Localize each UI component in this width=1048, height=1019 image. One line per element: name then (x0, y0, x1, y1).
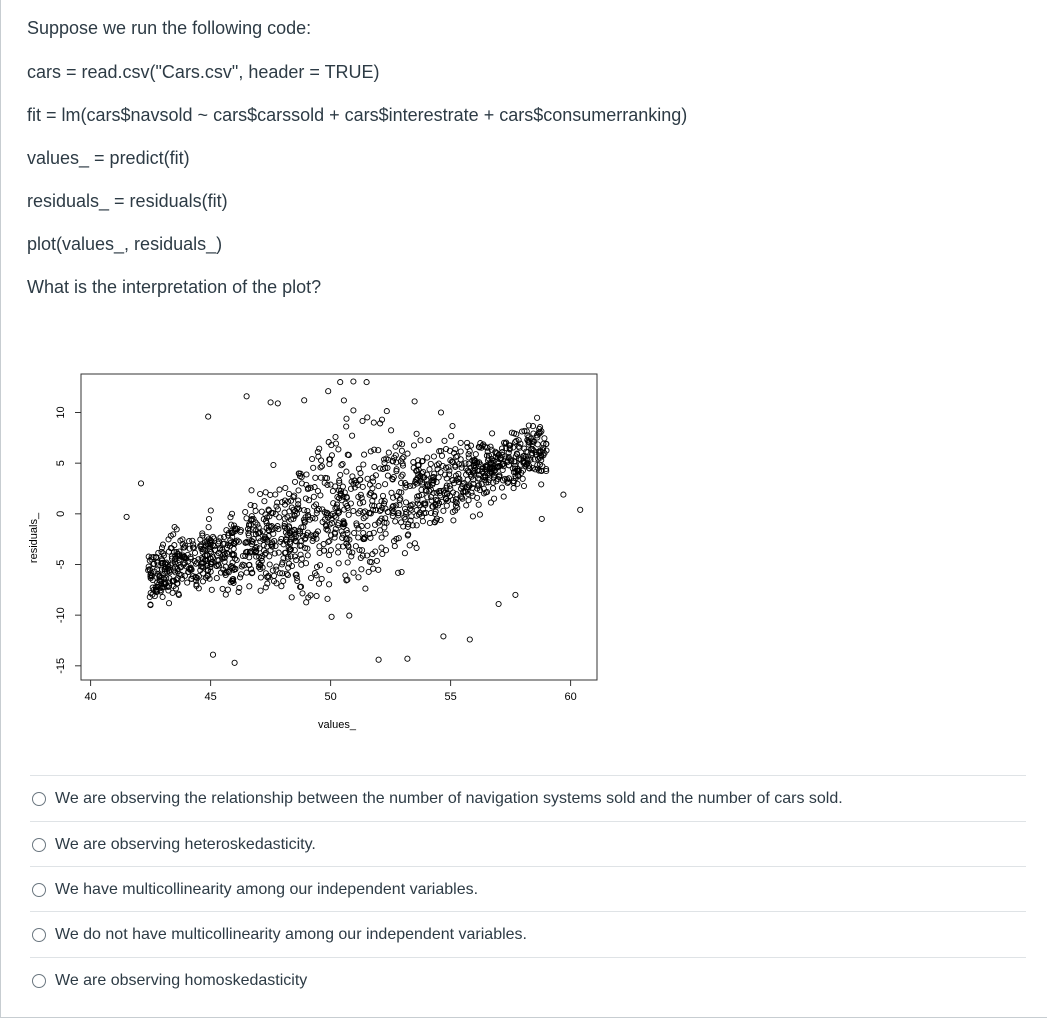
data-point (352, 530, 357, 535)
data-point (362, 452, 367, 457)
data-point (361, 462, 366, 467)
data-point (477, 512, 482, 517)
answer-option-2[interactable] (30, 821, 1026, 867)
data-point (268, 400, 273, 405)
data-point (539, 516, 544, 521)
data-point (328, 548, 333, 553)
radio-button[interactable] (32, 883, 46, 897)
data-point (124, 514, 129, 519)
radio-button[interactable] (32, 928, 46, 942)
data-point (160, 594, 165, 599)
data-point (360, 484, 365, 489)
data-point (308, 575, 313, 580)
data-point (360, 418, 365, 423)
data-point (303, 496, 308, 501)
data-point (347, 613, 352, 618)
code-line-predict: values_ = predict(fit) (27, 148, 190, 168)
code-line-fit: fit = lm(cars$navsold ~ cars$carssold + cars$interestrate + cars$consumerranking) (27, 105, 688, 125)
data-point (539, 482, 544, 487)
data-point (283, 485, 288, 490)
data-point (306, 498, 311, 503)
data-point (296, 488, 301, 493)
data-point (426, 438, 431, 443)
data-point (428, 461, 433, 466)
data-point (313, 475, 318, 480)
data-point (365, 476, 370, 481)
data-point (300, 591, 305, 596)
y-axis-label: residuals_ (28, 512, 40, 564)
data-point (247, 584, 252, 589)
question-intro: Suppose we run the following code: (27, 18, 312, 38)
code-line-residuals: residuals_ = residuals(fit) (27, 191, 228, 211)
data-point (383, 482, 388, 487)
data-point (420, 519, 425, 524)
data-point (277, 515, 282, 520)
data-point (336, 447, 341, 452)
data-point (329, 614, 334, 619)
data-point (192, 550, 197, 555)
data-point (427, 467, 432, 472)
x-axis-label: values_ (318, 719, 356, 731)
answer-label: We do not have multicollinearity among our independent variables. (55, 925, 527, 943)
data-point (467, 637, 472, 642)
data-point (281, 578, 286, 583)
data-point (383, 531, 388, 536)
answer-option-3[interactable] (30, 866, 1026, 912)
data-point (249, 488, 254, 493)
data-point (469, 490, 474, 495)
data-point (328, 482, 333, 487)
residual-scatter-plot (0, 360, 640, 740)
data-point (442, 438, 447, 443)
data-point (399, 569, 404, 574)
data-point (302, 508, 307, 513)
data-point (268, 492, 273, 497)
answer-label: We have multicollinearity among our independent variables. (55, 880, 479, 898)
data-point (170, 590, 175, 595)
radio-button[interactable] (32, 792, 46, 806)
data-point (272, 573, 277, 578)
data-point (405, 656, 410, 661)
data-point (363, 586, 368, 591)
data-point (361, 510, 366, 515)
data-point (380, 551, 385, 556)
data-point (231, 546, 236, 551)
data-point (535, 415, 540, 420)
question-prompt: What is the interpretation of the plot? (27, 277, 322, 297)
data-point (277, 487, 282, 492)
data-point (339, 529, 344, 534)
data-point (232, 660, 237, 665)
data-point (262, 499, 267, 504)
data-point (338, 380, 343, 385)
data-point (344, 416, 349, 421)
data-point (431, 454, 436, 459)
data-point (327, 567, 332, 572)
answer-label: We are observing homoskedasticity (55, 971, 308, 989)
data-point (243, 509, 248, 514)
data-point (458, 457, 463, 462)
data-point (488, 444, 493, 449)
x-tick-label: 60 (564, 691, 577, 703)
answer-option-1[interactable] (30, 775, 1026, 821)
data-point (279, 584, 284, 589)
data-point (405, 451, 410, 456)
data-point (304, 472, 309, 477)
radio-button[interactable] (32, 974, 46, 988)
data-point (319, 464, 324, 469)
data-point (336, 550, 341, 555)
data-point (340, 461, 345, 466)
data-point (399, 448, 404, 453)
data-point (317, 446, 322, 451)
data-point (208, 508, 213, 513)
data-point (359, 567, 364, 572)
data-point (364, 380, 369, 385)
data-point (501, 494, 506, 499)
data-point (333, 441, 338, 446)
data-point (327, 582, 332, 587)
data-point (374, 558, 379, 563)
data-point (206, 516, 211, 521)
data-point (244, 394, 249, 399)
data-point (351, 570, 356, 575)
data-point (351, 408, 356, 413)
data-point (206, 525, 211, 530)
data-point (402, 506, 407, 511)
data-point (542, 436, 547, 441)
data-point (339, 463, 344, 468)
data-point (380, 493, 385, 498)
data-point (289, 595, 294, 600)
data-point (302, 398, 307, 403)
data-point (311, 465, 316, 470)
data-point (214, 576, 219, 581)
data-point (316, 581, 321, 586)
data-point (348, 501, 353, 506)
data-point (333, 434, 338, 439)
data-point (365, 523, 370, 528)
data-point (317, 544, 322, 549)
data-point (470, 514, 475, 519)
data-point (341, 398, 346, 403)
data-point (475, 495, 480, 500)
data-point (340, 484, 345, 489)
data-point (267, 562, 272, 567)
data-point (513, 592, 518, 597)
data-point (384, 409, 389, 414)
data-point (458, 440, 463, 445)
data-point (393, 519, 398, 524)
data-point (371, 420, 376, 425)
data-point (327, 553, 332, 558)
data-point (346, 512, 351, 517)
data-point (444, 503, 449, 508)
data-point (160, 542, 165, 547)
x-tick-label: 55 (444, 691, 457, 703)
data-point (396, 570, 401, 575)
data-point (317, 550, 322, 555)
data-point (282, 510, 287, 515)
data-point (258, 491, 263, 496)
data-point (411, 460, 416, 465)
data-point (496, 601, 501, 606)
data-point (185, 580, 190, 585)
answer-option-5[interactable] (30, 957, 1026, 1003)
data-point (271, 462, 276, 467)
data-point (356, 535, 361, 540)
data-point (344, 424, 349, 429)
y-tick-label: -5 (55, 559, 67, 570)
data-point (451, 518, 456, 523)
data-point (238, 575, 243, 580)
data-point (490, 431, 495, 436)
data-point (389, 428, 394, 433)
data-point (490, 486, 495, 491)
data-point (466, 452, 471, 457)
data-point (511, 486, 516, 491)
data-point (340, 532, 345, 537)
data-point (350, 433, 355, 438)
data-point (270, 568, 275, 573)
data-point (450, 423, 455, 428)
data-point (259, 509, 264, 514)
y-tick-label: 10 (55, 406, 67, 419)
data-point (345, 560, 350, 565)
data-point (466, 498, 471, 503)
data-point (467, 449, 472, 454)
data-point (476, 502, 481, 507)
answer-label: We are observing the relationship between the number of navigation systems sold and the number of cars sold. (55, 789, 843, 807)
data-points (124, 379, 583, 666)
data-point (376, 657, 381, 662)
data-point (488, 500, 493, 505)
data-point (402, 515, 407, 520)
data-point (344, 469, 349, 474)
data-point (223, 592, 228, 597)
code-line-plot: plot(values_, residuals_) (27, 234, 223, 254)
data-point (376, 484, 381, 489)
data-point (438, 470, 443, 475)
data-point (138, 481, 143, 486)
data-point (209, 587, 214, 592)
data-point (244, 516, 249, 521)
x-tick-label: 40 (84, 691, 97, 703)
code-line-read-csv: cars = read.csv("Cars.csv", header = TRUE) (27, 62, 380, 82)
data-point (200, 579, 205, 584)
data-point (449, 434, 454, 439)
answer-label: We are observing heteroskedasticity. (55, 835, 316, 853)
data-point (370, 479, 375, 484)
data-point (414, 431, 419, 436)
data-point (311, 494, 316, 499)
data-point (220, 586, 225, 591)
data-point (425, 455, 430, 460)
data-point (166, 601, 171, 606)
data-point (156, 550, 161, 555)
data-point (441, 508, 446, 513)
data-point (371, 566, 376, 571)
data-point (358, 477, 363, 482)
data-point (418, 438, 423, 443)
data-point (343, 573, 348, 578)
data-point (402, 551, 407, 556)
radio-button[interactable] (32, 838, 46, 852)
data-point (578, 507, 583, 512)
data-point (319, 576, 324, 581)
y-tick-label: -10 (55, 607, 67, 624)
data-point (353, 544, 358, 549)
data-point (258, 588, 263, 593)
data-point (304, 600, 309, 605)
data-point (275, 401, 280, 406)
data-point (376, 567, 381, 572)
data-point (499, 485, 504, 490)
data-point (365, 415, 370, 420)
x-tick-label: 50 (324, 691, 337, 703)
data-point (351, 379, 356, 384)
data-point (330, 489, 335, 494)
data-point (414, 545, 419, 550)
data-point (292, 479, 297, 484)
data-point (436, 475, 441, 480)
data-point (314, 593, 319, 598)
data-point (315, 488, 320, 493)
data-point (407, 543, 412, 548)
answer-option-4[interactable] (30, 911, 1026, 957)
data-point (299, 475, 304, 480)
data-point (385, 473, 390, 478)
data-point (336, 561, 341, 566)
data-point (244, 570, 249, 575)
data-point (392, 544, 397, 549)
data-point (438, 410, 443, 415)
data-point (411, 443, 416, 448)
data-point (210, 652, 215, 657)
data-point (473, 452, 478, 457)
data-point (325, 596, 330, 601)
data-point (187, 539, 192, 544)
data-point (303, 561, 308, 566)
data-point (356, 575, 361, 580)
data-point (441, 634, 446, 639)
data-point (225, 587, 230, 592)
y-axis (55, 406, 81, 673)
data-point (273, 492, 278, 497)
data-point (338, 472, 343, 477)
y-tick-label: 0 (55, 510, 67, 517)
data-point (521, 483, 526, 488)
data-point (206, 414, 211, 419)
data-point (286, 499, 291, 504)
data-point (412, 399, 417, 404)
data-point (561, 492, 566, 497)
data-point (458, 449, 463, 454)
data-point (310, 456, 315, 461)
data-point (258, 575, 263, 580)
x-tick-label: 45 (204, 691, 217, 703)
data-point (372, 465, 377, 470)
data-point (305, 553, 310, 558)
y-tick-label: 5 (55, 460, 67, 467)
data-point (326, 389, 331, 394)
data-point (389, 490, 394, 495)
data-point (464, 503, 469, 508)
data-point (253, 508, 258, 513)
data-point (386, 450, 391, 455)
x-axis (84, 680, 576, 703)
data-point (351, 508, 356, 513)
data-point (357, 501, 362, 506)
y-tick-label: -15 (55, 657, 67, 674)
